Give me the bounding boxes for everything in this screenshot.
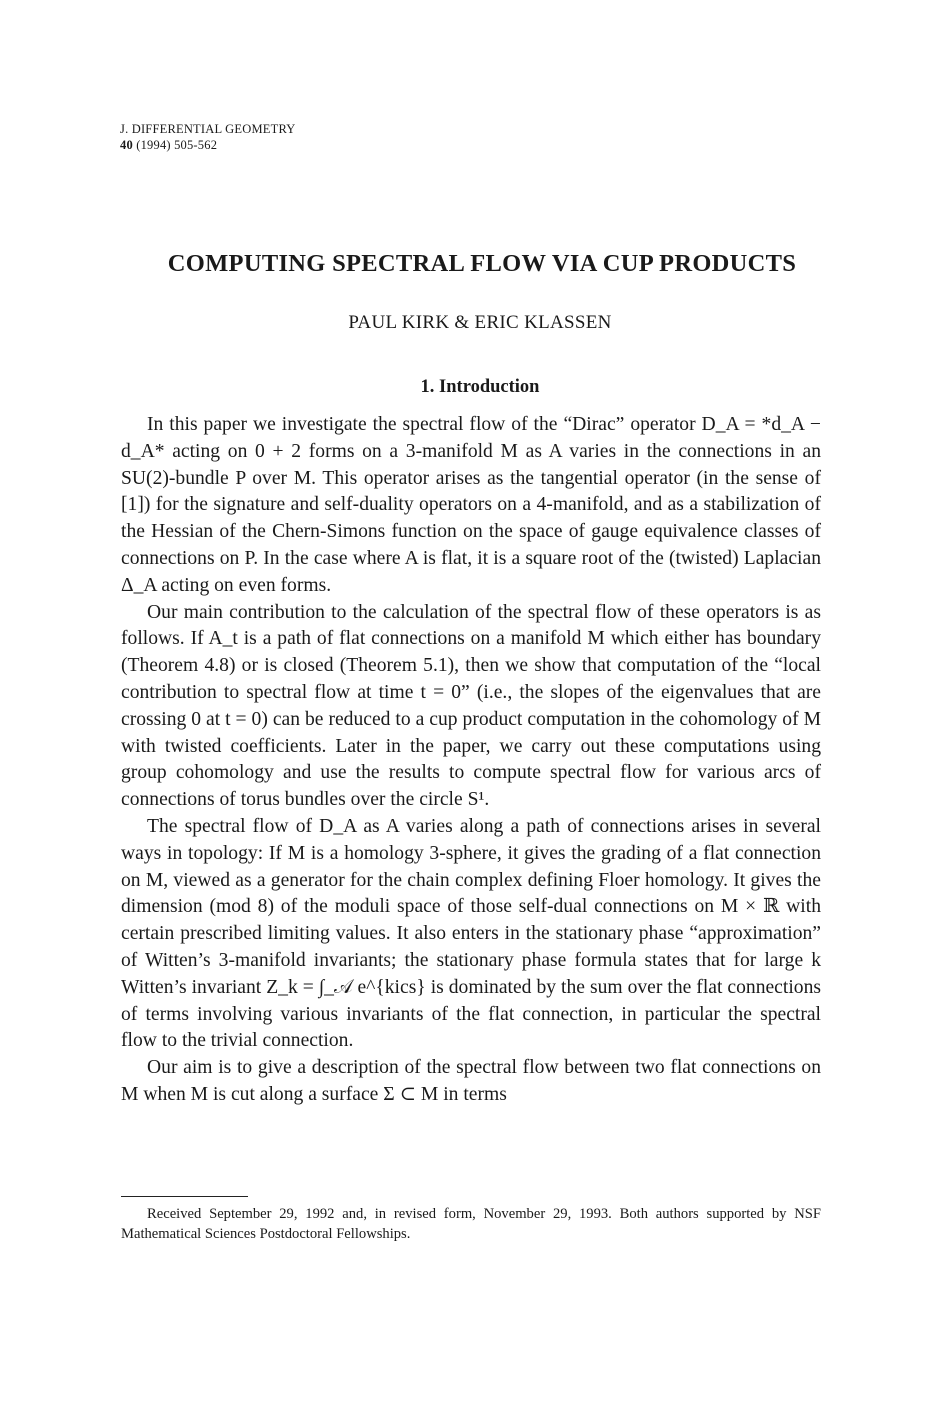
journal-year-pages: (1994) 505-562 xyxy=(136,138,218,152)
journal-volume: 40 xyxy=(120,138,133,152)
paper-title: COMPUTING SPECTRAL FLOW VIA CUP PRODUCTS xyxy=(167,250,797,277)
paragraph-1: In this paper we investigate the spectral flow of the “Dirac” operator D_A = *d_A − d_A* acting on 0 + 2 forms on a 3-manifold M as A varies in the connections in an SU(2)-bundle P over M. This operator arises as the tangential operator (in the sense of [1]) for the signature and self-duality operators on a 4-manifold, and as a stabilization of the Hessian of the Chern-Simons function on the space of gauge equivalence classes of connections on P. In the case where A is flat, it is a square root of the (twisted) Laplacian Δ_A acting on even forms. xyxy=(121,414,821,596)
paragraph-4: Our aim is to give a description of the spectral flow between two flat connections on M when M is cut along a surface Σ ⊂ M in terms xyxy=(121,1057,821,1105)
journal-volume-line xyxy=(120,137,296,153)
footnote-text: Received September 29, 1992 and, in revised form, November 29, 1993. Both authors supported by NSF Mathematical Sciences Postdoctoral Fellowships. xyxy=(121,1206,821,1242)
section-heading: 1. Introduction xyxy=(420,377,540,397)
footnote-rule xyxy=(121,1196,248,1197)
paragraph-3: The spectral flow of D_A as A varies along a path of connections arises in several ways in topology: If M is a homology 3-sphere, it gives the grading of a flat connection on M, viewed as a generator for the chain complex defining Floer homology. It gives the dimension (mod 8) of the moduli space of those self-dual connections on M × ℝ with certain prescribed limiting values. It also enters in the stationary phase “approximation” of Witten’s 3-manifold invariants; the stationary phase formula states that for large k Witten’s invariant Z_k = ∫_𝒜 e^{kics} is dominated by the sum over the flat connections of terms involving various invariants of the flat connection, in particular the spectral flow to the trivial connection. xyxy=(121,815,821,1052)
body-text xyxy=(121,412,821,1109)
journal-citation xyxy=(120,121,296,153)
paper-authors: PAUL KIRK & ERIC KLASSEN xyxy=(348,312,612,333)
journal-name: J. DIFFERENTIAL GEOMETRY xyxy=(120,122,296,136)
footnote xyxy=(121,1204,821,1244)
paragraph-2: Our main contribution to the calculation of the spectral flow of these operators is as follows. If A_t is a path of flat connections on a manifold M which either has boundary (Theorem 4.8) or is closed (Theorem 5.1), then we show that computation of the “local contribution to spectral flow at time t = 0” (i.e., the slopes of the eigenvalues that are crossing 0 at t = 0) can be reduced to a cup product computation in the cohomology of M with twisted coefficients. Later in the paper, we carry out these computations using group cohomology and use the results to compute spectral flow for various arcs of connections of torus bundles over the circle S¹. xyxy=(121,601,821,811)
